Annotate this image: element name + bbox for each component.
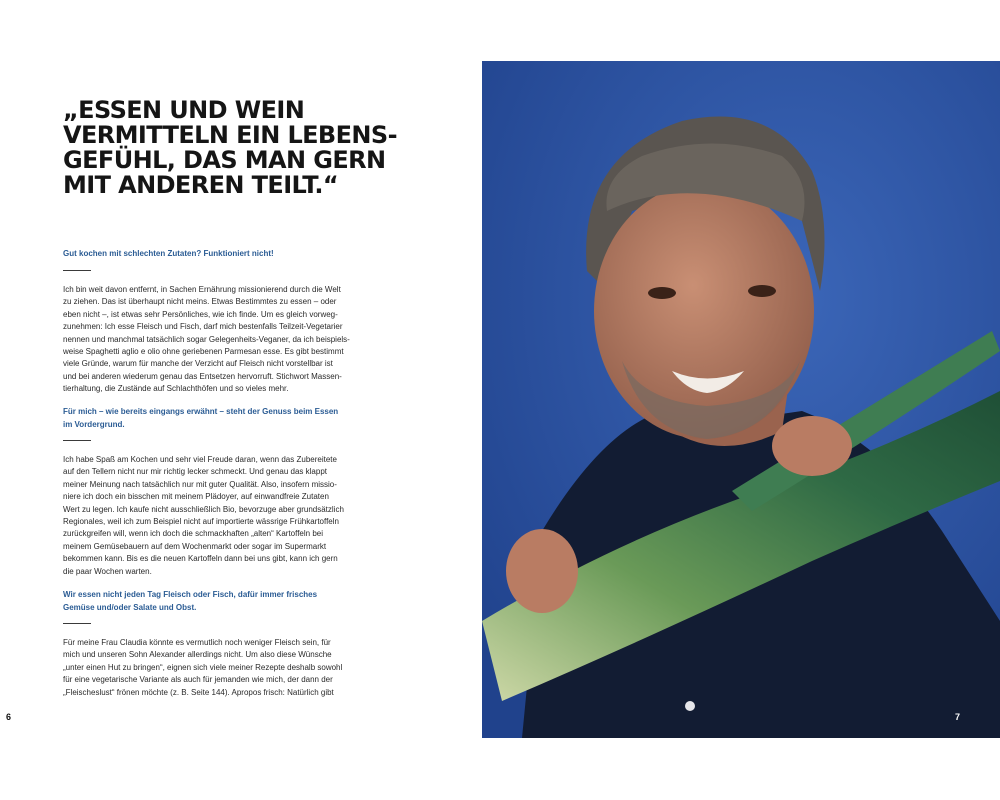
- subheading-2: Für mich – wie bereits eingangs erwähnt – steht der Genuss beim Essen im Vordergrund.: [63, 407, 339, 429]
- headline-line: VERMITTELN EIN LEBENS-: [63, 121, 397, 149]
- left-page: [0, 0, 482, 800]
- subheading-3: Wir essen nicht jeden Tag Fleisch oder Fisch, dafür immer frisches Gemüse und/oder Salate und Obst.: [63, 590, 318, 612]
- paragraph-2: Ich habe Spaß am Kochen und sehr viel Freude daran, wenn das Zubereitete auf den Tellern nicht nur mir richtig lecker schmeckt. Und genau das klappt meiner Meinung nach tatsächlich nur mit guter Qualität. Also, insofern missio- niere ich doch ein bisschen mit meinem Plädoyer, auf einwandfreie Zutaten Wert zu legen. Ich kaufe nicht ausschließlich Bio, bevorzuge aber grundsätzlich Regionales, weil ich zum Beispiel nicht auf importierte wässrige Frühkartoffeln zurückgreifen will, wenn ich doch die schmackhaften „alten“ Kartoffeln bei meinem Gemüsebauern auf dem Wochenmarkt oder sogar im Supermarkt bekommen kann. Bis es die neuen Kartoffeln dann bei uns gibt, kann ich gern die paar Wochen warten.: [63, 455, 344, 576]
- headline-quote: [63, 98, 423, 198]
- divider-1: [63, 270, 91, 271]
- divider-3: [63, 623, 91, 624]
- divider-2: [63, 440, 91, 441]
- headline-line: „ESSEN UND WEIN: [63, 96, 305, 124]
- paragraph-1: Ich bin weit davon entfernt, in Sachen Ernährung missionierend durch die Welt zu ziehen. Das ist überhaupt nicht meins. Etwas Bestimmtes zu essen – oder eben nicht –, ist etwas sehr Persönliches, wie ich finde. Um es gleich vorweg- zunehmen: Ich esse Fleisch und Fisch, darf mich bestenfalls Teilzeit-Vegetarier nennen und manchmal tatsächlich sogar Gelegenheits-Veganer, da ich beispiels- weise Spaghetti aglio e olio ohne geriebenen Parmesan esse. Es gibt bestimmt viele Gründe, warum für manche der Verzicht auf Fleisch nicht vorstellbar ist und bei anderen wiederum genau das Entsetzen hervorruft. Stichwort Massen- tierhaltung, die Zustände auf Schlachthöfen und so vieles mehr.: [63, 285, 350, 394]
- headline-line: MIT ANDEREN TEILT.“: [63, 171, 339, 199]
- paragraph-3: Für meine Frau Claudia könnte es vermutlich noch weniger Fleisch sein, für mich und unseren Sohn Alexander allerdings nicht. Um also diese Wünsche „unter einen Hut zu bringen“, eignen sich viele meiner Rezepte deshalb sowohl für eine vegetarische Variante als auch für jemanden wie mich, der dann der „Fleischeslust“ frönen möchte (z. B. Seite 144). Apropos frisch: Natürlich gibt: [63, 638, 343, 697]
- page-number-right: 7: [955, 712, 961, 722]
- portrait-illustration: [482, 61, 1000, 738]
- headline-line: GEFÜHL, DAS MAN GERN: [63, 146, 386, 174]
- page-number-left: 6: [6, 712, 12, 722]
- subheading-1: Gut kochen mit schlechten Zutaten? Funktioniert nicht!: [63, 249, 274, 258]
- portrait-photo: [482, 61, 1000, 738]
